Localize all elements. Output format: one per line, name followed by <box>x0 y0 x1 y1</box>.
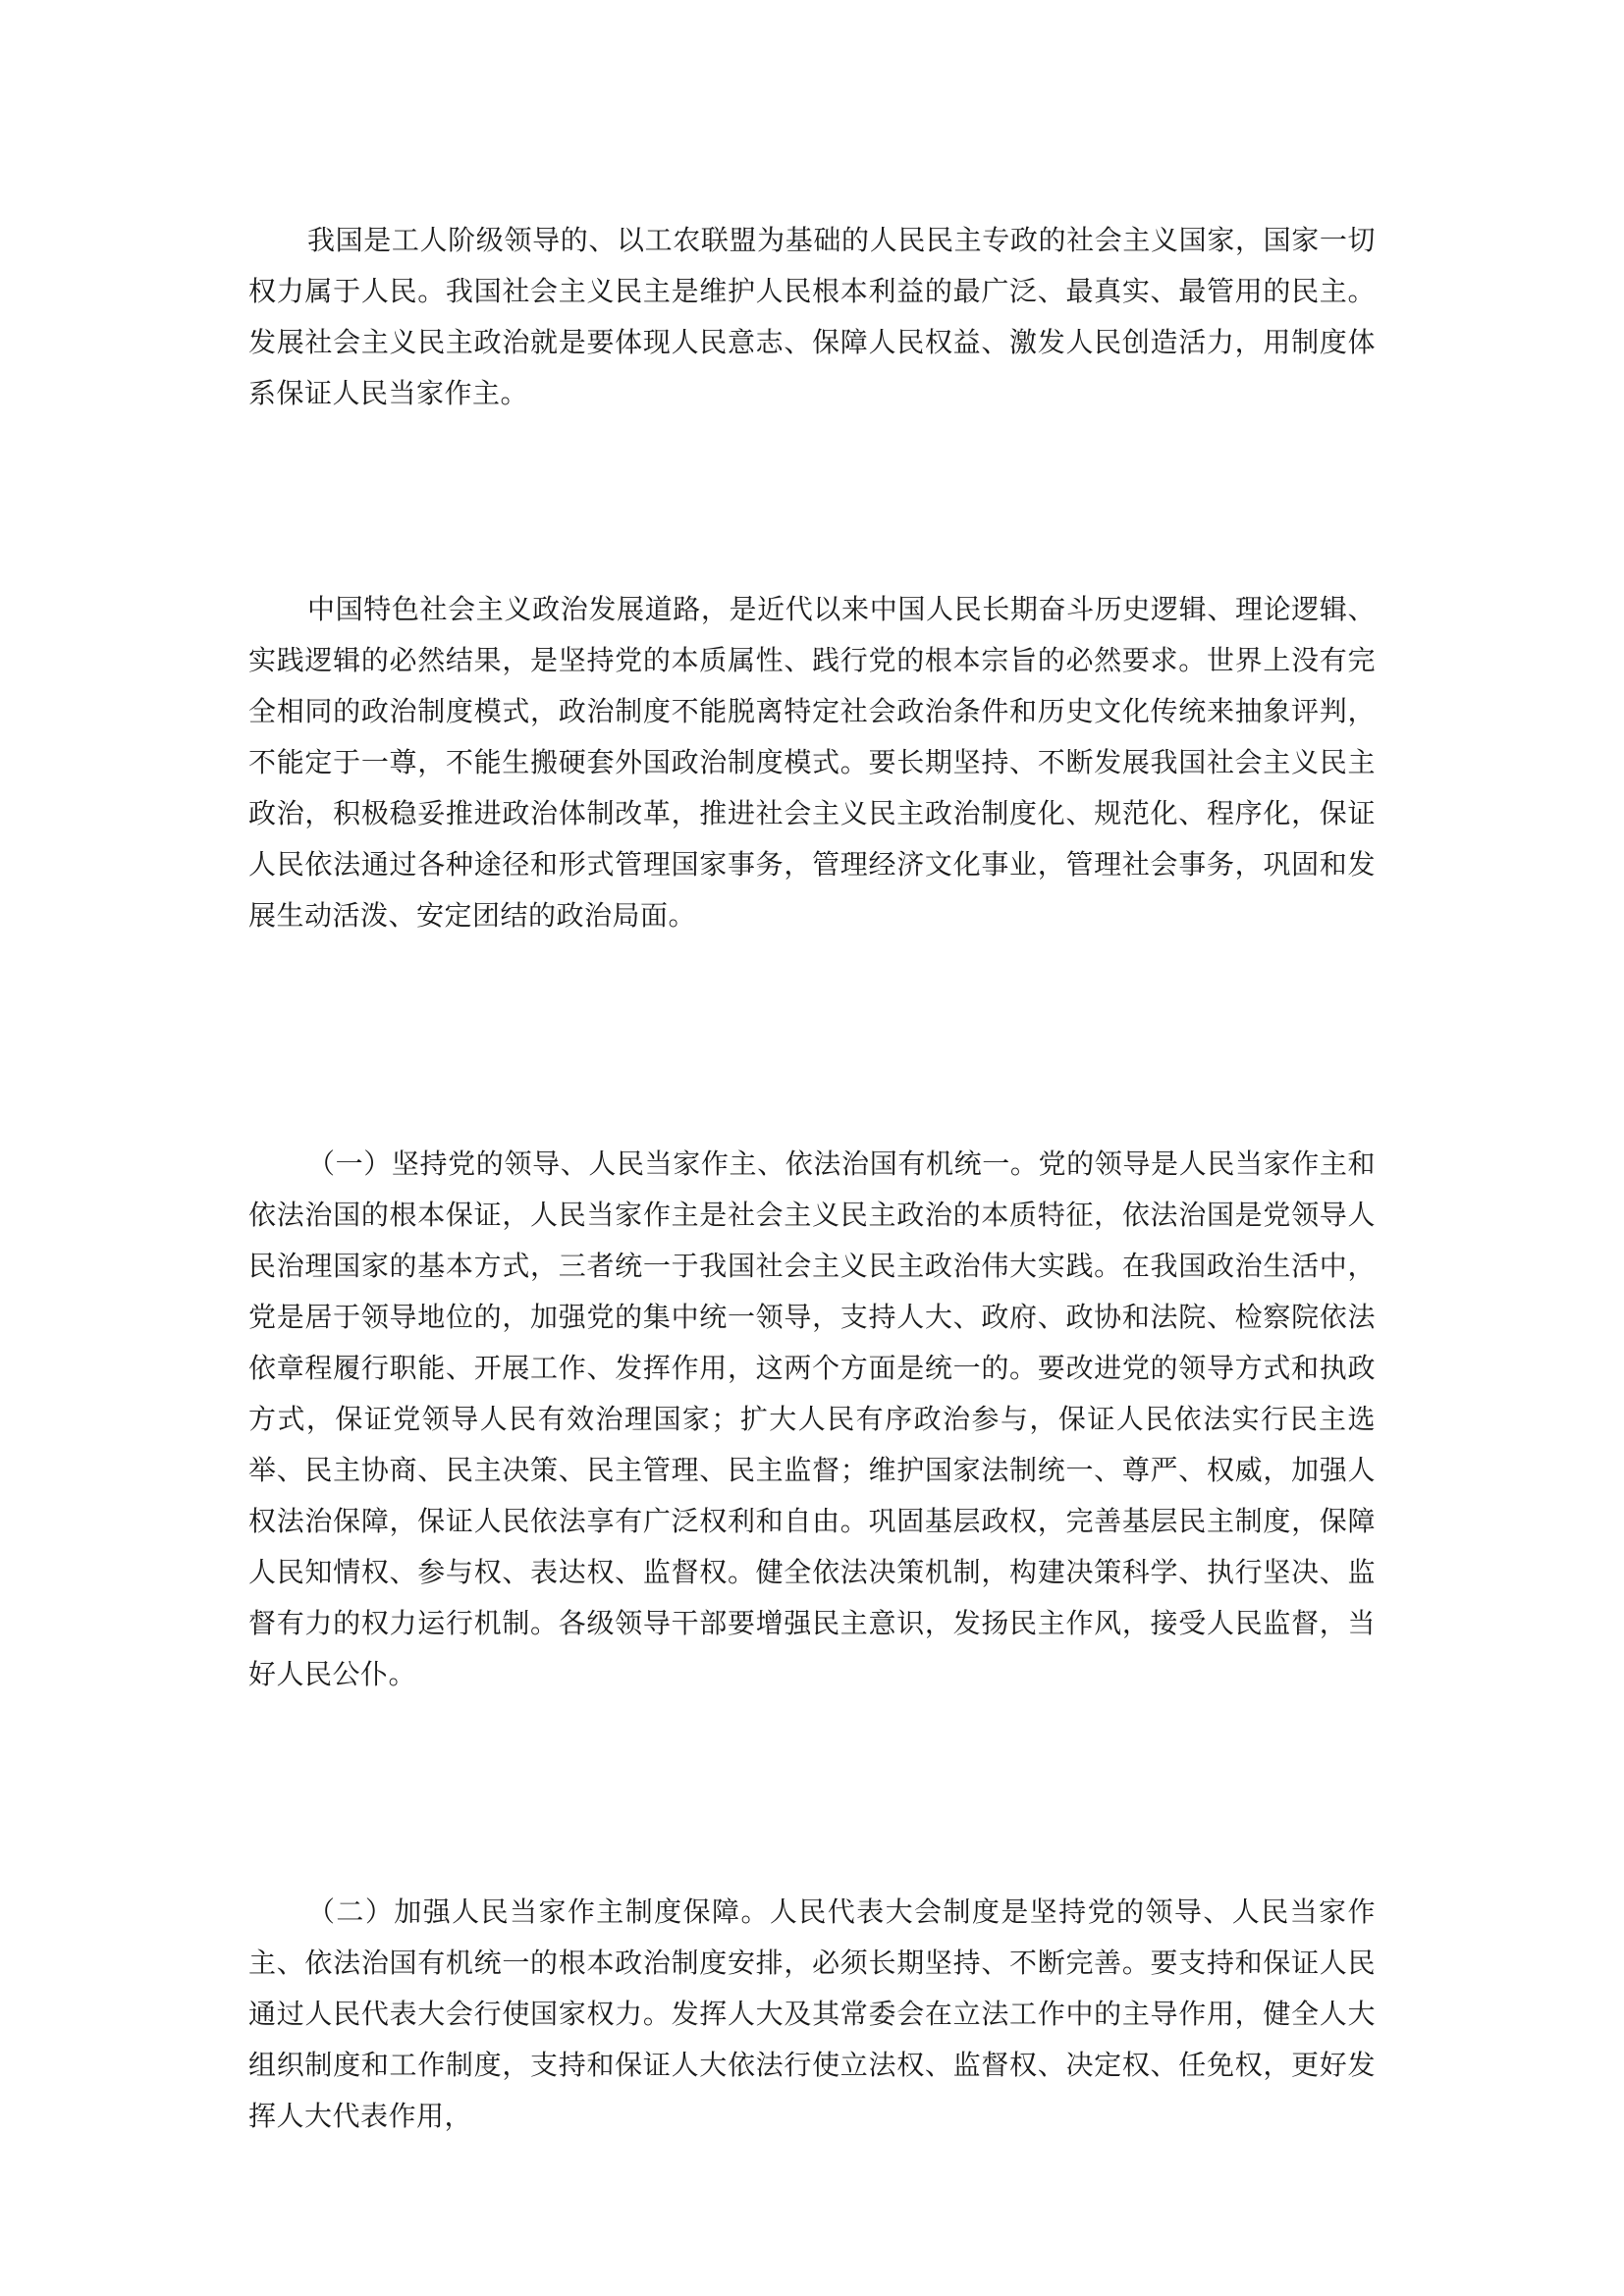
paragraph-3: （一）坚持党的领导、人民当家作主、依法治国有机统一。党的领导是人民当家作主和依法治国的根本保证，人民当家作主是社会主义民主政治的本质特征，依法治国是党领导人民治理国家的基本方式，三者统一于我国社会主义民主政治伟大实践。在我国政治生活中，党是居于领导地位的，加强党的集中统一领导，支持人大、政府、政协和法院、检察院依法依章程履行职能、开展工作、发挥作用，这两个方面是统一的。要改进党的领导方式和执政方式，保证党领导人民有效治理国家；扩大人民有序政治参与，保证人民依法实行民主选举、民主协商、民主决策、民主管理、民主监督；维护国家法制统一、尊严、权威，加强人权法治保障，保证人民依法享有广泛权利和自由。巩固基层政权，完善基层民主制度，保障人民知情权、参与权、表达权、监督权。健全依法决策机制，构建决策科学、执行坚决、监督有力的权力运行机制。各级领导干部要增强民主意识，发扬民主作风，接受人民监督，当好人民公仆。 <box>248 1148 1376 1690</box>
paragraph-2: 中国特色社会主义政治发展道路，是近代以来中国人民长期奋斗历史逻辑、理论逻辑、实践逻辑的必然结果，是坚持党的本质属性、践行党的根本宗旨的必然要求。世界上没有完全相同的政治制度模式，政治制度不能脱离特定社会政治条件和历史文化传统来抽象评判，不能定于一尊，不能生搬硬套外国政治制度模式。要长期坚持、不断发展我国社会主义民主政治，积极稳妥推进政治体制改革，推进社会主义民主政治制度化、规范化、程序化，保证人民依法通过各种途径和形式管理国家事务，管理经济文化事业，管理社会事务，巩固和发展生动活泼、安定团结的政治局面。 <box>248 593 1376 932</box>
paragraph-4: （二）加强人民当家作主制度保障。人民代表大会制度是坚持党的领导、人民当家作主、依法治国有机统一的根本政治制度安排，必须长期坚持、不断完善。要支持和保证人民通过人民代表大会行使国家权力。发挥人大及其常委会在立法工作中的主导作用，健全人大组织制度和工作制度，支持和保证人大依法行使立法权、监督权、决定权、任免权，更好发挥人大代表作用， <box>248 1896 1376 2132</box>
paragraph-1: 我国是工人阶级领导的、以工农联盟为基础的人民民主专政的社会主义国家，国家一切权力属于人民。我国社会主义民主是维护人民根本利益的最广泛、最真实、最管用的民主。发展社会主义民主政治就是要体现人民意志、保障人民权益、激发人民创造活力，用制度体系保证人民当家作主。 <box>248 224 1376 409</box>
